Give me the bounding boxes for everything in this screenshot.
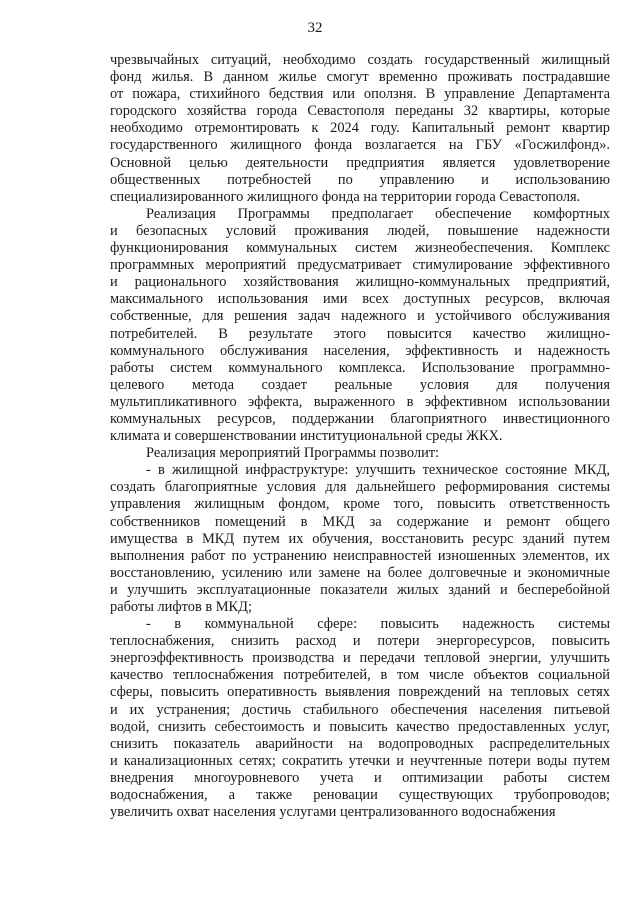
text-line: от пожара, стихийного бедствия или оползня. В управление Департамента (110, 86, 610, 103)
text-line: и безопасных условий проживания людей, повышение надежности (110, 222, 610, 239)
text-line: работы систем коммунального комплекса. Использование программно- (110, 359, 610, 376)
text-line: специализированного жилищного фонда на территории города Севастополя. (110, 188, 581, 205)
text-line: фонд жилья. В данном жилье смогут временно проживать пострадавшие (110, 69, 610, 86)
text-line: и их устранения; достичь стабильного обеспечения населения питьевой (110, 701, 610, 718)
paragraph (110, 206, 610, 445)
text-line: водой, снизить себестоимость и повысить качество предоставленных услуг, (110, 718, 610, 735)
text-line: Реализация мероприятий Программы позволит: (146, 445, 440, 462)
text-line: управления жилищным фондом, кроме того, повысить ответственность (110, 496, 610, 513)
text-line: собственников помещений в МКД за содержание и ремонт общего (110, 513, 610, 530)
text-line: программных мероприятий предусматривает стимулирование эффективного (110, 257, 610, 274)
text-line: целевого метода создает реальные условия для получения (110, 376, 610, 393)
text-line: качество теплоснабжения потребителей, в том числе объектов социальной (110, 667, 610, 684)
document-body (110, 52, 610, 821)
text-line: коммунальных ресурсов, поддержании благоприятного инвестиционного (110, 410, 610, 427)
text-line: городского хозяйства города Севастополя переданы 32 квартиры, которые (110, 103, 610, 120)
text-line: необходимо отремонтировать к 2024 году. Капитальный ремонт квартир (110, 120, 610, 137)
text-line: увеличить охват населения услугами централизованного водоснабжения (110, 804, 556, 821)
text-line: и рационального хозяйствования жилищно-коммунальных предприятий, (110, 274, 610, 291)
text-line: климата и совершенствовании институциональной среды ЖКХ. (110, 428, 503, 445)
text-line: государственного жилищного фонда возлагается на ГБУ «Госжилфонд». (110, 137, 610, 154)
text-line: Основной целью деятельности предприятия является удовлетворение (110, 154, 610, 171)
text-line: снизить показатель аварийности на водопроводных распределительных (110, 735, 610, 752)
text-line: коммунального обслуживания населения, эффективность и надежность (110, 342, 610, 359)
text-line: общественных потребностей по управлению и использованию (110, 171, 610, 188)
paragraph (110, 52, 610, 206)
paragraph (110, 445, 610, 462)
text-line: и улучшить эксплуатационные показатели жилых зданий и бесперебойной (110, 581, 610, 598)
text-line: чрезвычайных ситуаций, необходимо создать государственный жилищный (110, 52, 610, 68)
text-line: Реализация Программы предполагает обеспечение комфортных (146, 205, 610, 222)
text-line: имущества в МКД путем их обучения, восстановить ресурс зданий путем (110, 530, 610, 547)
text-line: внедрения многоуровневого учета и оптимизации работы систем (110, 769, 610, 786)
page-number: 32 (307, 20, 323, 36)
text-line: - в жилищной инфраструктуре: улучшить техническое состояние МКД, (146, 462, 610, 479)
text-line: создать благоприятные условия для дальнейшего реформирования системы (110, 479, 610, 496)
text-line: сферы, повысить оперативность выявления повреждений на тепловых сетях (110, 684, 610, 701)
text-line: работы лифтов в МКД; (110, 599, 252, 615)
text-line: выполнения работ по устранению неисправностей изношенных элементов, их (110, 547, 610, 564)
text-line: теплоснабжения, снизить расход и потери энергоресурсов, повысить (110, 633, 610, 650)
text-line: энергоэффективность производства и передачи тепловой энергии, улучшить (110, 650, 610, 667)
paragraph (110, 462, 610, 616)
text-line: потребителей. В результате этого повысится качество жилищно- (110, 325, 610, 342)
text-line: водоснабжения, а также реновации существующих трубопроводов; (110, 787, 610, 804)
text-line: восстановлению, усилению или замене на более долговечные и экономичные (110, 564, 610, 581)
text-line: мультипликативного эффекта, выраженного в эффективном использовании (110, 393, 610, 410)
text-line: и канализационных сетях; сократить утечки и неучтенные потери воды путем (110, 752, 610, 769)
text-line: собственные, для решения задач надежного и устойчивого обслуживания (110, 308, 610, 325)
paragraph (110, 616, 610, 821)
text-line: максимального использования ими всех доступных ресурсов, включая (110, 291, 610, 308)
text-line: функционирования коммунальных систем жизнеобеспечения. Комплекс (110, 240, 610, 257)
text-line: - в коммунальной сфере: повысить надежность системы (146, 616, 610, 633)
